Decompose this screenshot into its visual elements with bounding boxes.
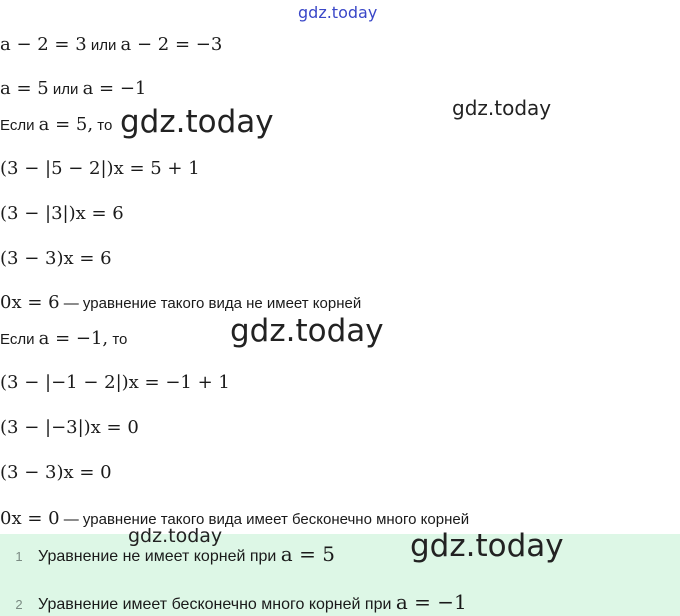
answer-item [0, 590, 467, 614]
math-expression: a − 2 = 3 [0, 34, 87, 55]
text-fragment: — уравнение такого вида имеет бесконечно много корней [59, 511, 470, 528]
text-fragment: — уравнение такого вида не имеет корней [59, 295, 362, 312]
watermark: gdz.today [128, 525, 223, 547]
answer-number: 1 [15, 549, 23, 564]
text-fragment: или [86, 37, 121, 54]
math-expression: 0x = 0 [0, 508, 60, 529]
text-fragment: то [93, 117, 113, 134]
answer-text: Уравнение не имеет корней при [38, 548, 281, 565]
solution-line-10 [0, 417, 139, 438]
math-expression: a = −1, [38, 328, 109, 349]
solution-line-11 [0, 462, 112, 483]
math-expression: a = 5, [38, 114, 94, 135]
watermark: gdz.today [120, 104, 274, 140]
solution-line-6 [0, 248, 112, 269]
math-expression: 0x = 6 [0, 292, 60, 313]
solution-line-3 [0, 114, 112, 135]
answer-math: a = −1 [395, 590, 467, 614]
text-fragment: или [48, 81, 83, 98]
math-expression: (3 − |−3|)x = 0 [0, 417, 139, 438]
watermark-top: gdz.today [298, 3, 378, 22]
math-expression: (3 − |3|)x = 6 [0, 203, 124, 224]
math-expression: (3 − |−1 − 2|)x = −1 + 1 [0, 372, 230, 393]
watermark: gdz.today [452, 96, 552, 120]
math-expression: (3 − 3)x = 6 [0, 248, 112, 269]
solution-line-4 [0, 158, 200, 179]
math-expression: (3 − |5 − 2|)x = 5 + 1 [0, 158, 200, 179]
math-expression: a = 5 [0, 78, 49, 99]
math-expression: (3 − 3)x = 0 [0, 462, 112, 483]
math-expression: a − 2 = −3 [120, 34, 223, 55]
solution-line-2 [0, 78, 146, 99]
solution-line-1 [0, 34, 222, 55]
solution-line-12 [0, 508, 469, 529]
text-fragment: Если [0, 331, 39, 348]
answer-number: 2 [15, 597, 23, 612]
text-fragment: Если [0, 117, 39, 134]
solution-line-9 [0, 372, 230, 393]
watermark: gdz.today [410, 528, 564, 564]
solution-line-5 [0, 203, 124, 224]
answer-math: a = 5 [280, 542, 335, 566]
solution-line-8 [0, 328, 127, 349]
math-expression: a = −1 [82, 78, 147, 99]
answer-list [0, 534, 680, 616]
solution-line-7 [0, 292, 361, 313]
answer-text: Уравнение имеет бесконечно много корней при [38, 596, 396, 613]
text-fragment: то [108, 331, 128, 348]
watermark: gdz.today [230, 313, 384, 349]
